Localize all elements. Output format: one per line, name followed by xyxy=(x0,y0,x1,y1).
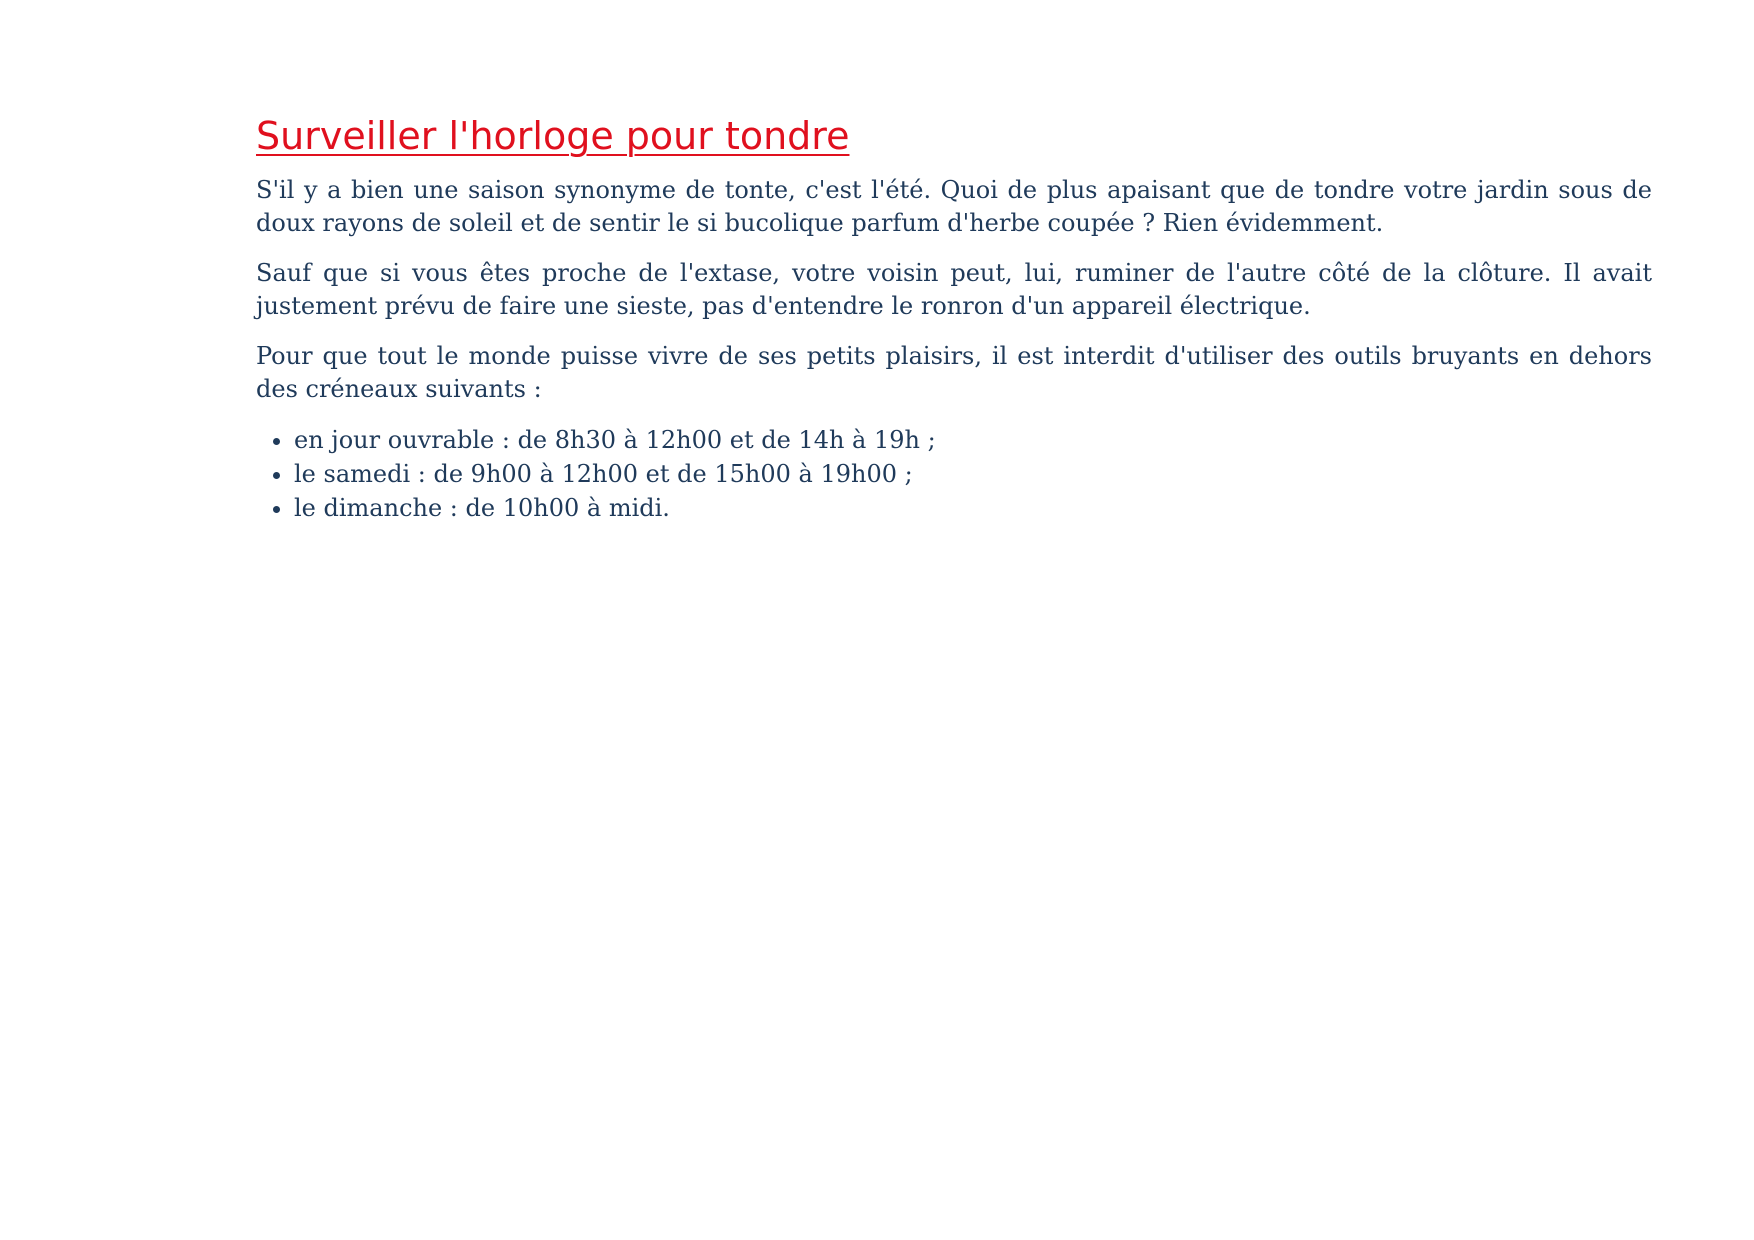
paragraph-rules: Pour que tout le monde puisse vivre de ses petits plaisirs, il est interdit d'utiliser des outils bruyants en dehors des créneaux suivants : xyxy=(256,342,1652,403)
time-slots-list xyxy=(256,423,1652,525)
list-item-weekday: • en jour ouvrable : de 8h30 à 12h00 et de 14h à 19h ; xyxy=(294,423,1652,457)
paragraph-neighbor: Sauf que si vous êtes proche de l'extase, votre voisin peut, lui, ruminer de l'autre côté de la clôture. Il avait justement prévu de faire une sieste, pas d'entendre le ronron d'un appareil électrique. xyxy=(256,259,1652,320)
document-page xyxy=(256,112,1652,525)
list-item-saturday: • le samedi : de 9h00 à 12h00 et de 15h00 à 19h00 ; xyxy=(294,457,1652,491)
document-title: Surveiller l'horloge pour tondre xyxy=(256,114,850,158)
paragraph-intro: S'il y a bien une saison synonyme de tonte, c'est l'été. Quoi de plus apaisant que de tondre votre jardin sous de doux rayons de soleil et de sentir le si bucolique parfum d'herbe coupée ? Rien évidemment. xyxy=(256,176,1652,237)
list-item-sunday: • le dimanche : de 10h00 à midi. xyxy=(294,491,1652,525)
